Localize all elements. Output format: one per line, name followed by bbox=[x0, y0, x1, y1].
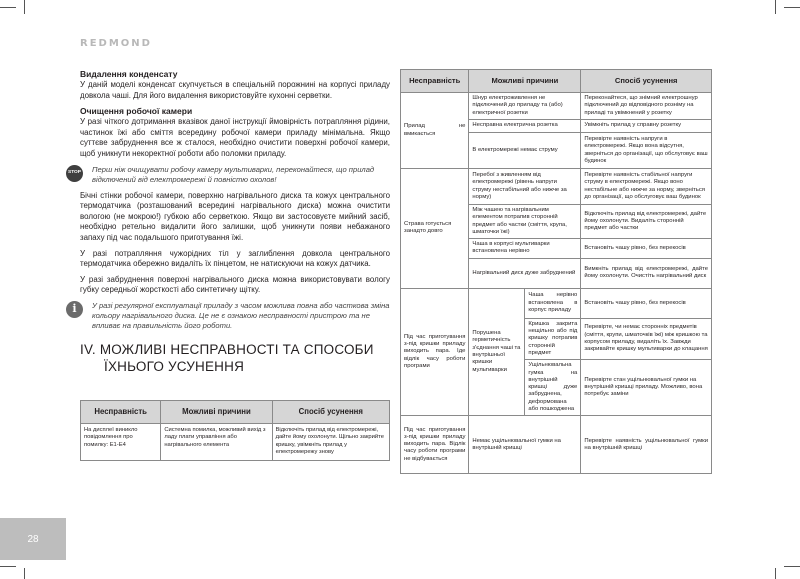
fault-cell: Під час приготування з-під кришки приладу виходить пара. Іде відлік часу роботи програми bbox=[401, 288, 469, 416]
paragraph: У даній моделі конденсат скупчується в спеціальній порожнині на корпусі приладу довкола чаші. Для його видалення використовуйте кухонні серветки. bbox=[80, 80, 390, 100]
cause-cell: Порушена герметичність з'єднання чаші та внутрішньої кришки мультиварки bbox=[469, 288, 525, 416]
heading-condensate: Видалення конденсату bbox=[80, 69, 178, 79]
cause-cell: Ущільнювальна гумка на внутрішній кришці дуже забруднена, деформована або пошкоджена bbox=[525, 360, 581, 416]
table-row bbox=[401, 416, 712, 474]
crop-mark bbox=[775, 568, 776, 579]
column-header: Несправність bbox=[401, 70, 469, 93]
heading-chamber-cleaning: Очищення робочої камери bbox=[80, 106, 193, 117]
paragraph: У разі потрапляння чужорідних тіл у заглиблення довкола центрального термодатчика обережно видаліть їх пінцетом, не натискуючи на кожух датчика. bbox=[80, 248, 390, 269]
cause-cell: Кришка закрита нещільно або під кришку потрапив сторонній предмет bbox=[525, 318, 581, 359]
column-header: Спосіб усунення bbox=[581, 70, 712, 93]
page-number: 28 bbox=[0, 518, 66, 560]
paragraph: Бічні стінки робочої камери, поверхню нагрівального диска та кожух центрального термодатчика (розташований всередині нагрівального диска) можна очистити вологою (не мокрою!) губкою або серветкою. Якщо ви застосовуєте мийний засіб, необхідно ретельно видалити його залишки, щоб уникнути появи небажаного запаху під час подальшого приготування їжі. bbox=[80, 190, 390, 242]
crop-mark bbox=[784, 7, 800, 8]
table-row bbox=[401, 288, 712, 318]
crop-mark bbox=[0, 566, 16, 567]
remedy-cell: Увімкніть прилад у справну розетку bbox=[581, 120, 712, 133]
cause-cell: Шнур електроживлення не підключений до приладу та (або) електричної розетки bbox=[469, 93, 581, 120]
fault-cell: Прилад не вмикається bbox=[401, 93, 469, 169]
cause-cell: Перебої з живленням від електромережі (рівень напруги струму нестабільний або нижче за норму) bbox=[469, 169, 581, 205]
cause-cell: Між чашею та нагрівальним елементом потрапив сторонній предмет або частки (сміття, крупа, шматочки їжі) bbox=[469, 205, 581, 239]
cause-cell: Немає ущільнювальної гумки на внутрішній кришці bbox=[469, 416, 581, 474]
paragraph: У разі забруднення поверхні нагрівального диска можна використовувати вологу губку середньої жорсткості або синтетичну щітку. bbox=[80, 274, 390, 295]
remedy-cell: Перевірте наявність ущільнювальної гумки на внутрішній кришці bbox=[581, 416, 712, 474]
brand-logo: REDMOND bbox=[80, 38, 152, 49]
remedy-cell: Встановіть чашу рівно, без перекосів bbox=[581, 239, 712, 259]
error-table bbox=[80, 400, 390, 461]
table-row bbox=[401, 93, 712, 120]
stop-icon: STOP bbox=[66, 165, 83, 182]
crop-mark bbox=[24, 0, 25, 14]
crop-mark bbox=[24, 568, 25, 579]
table-cell: Відключіть прилад від електромережі, дайте йому охолонути. Щільно закрийте кришку, увімкніть прилад у електромережу знову bbox=[272, 424, 389, 461]
remedy-cell: Переконайтеся, що знімний електрошнур підключений до відповідного розніму на приладі та увімкнений у розетку bbox=[581, 93, 712, 120]
table-row bbox=[81, 424, 390, 461]
section-title: IV. МОЖЛИВІ НЕСПРАВНОСТІ ТА СПОСОБИ ЇХНЬОГО УСУНЕННЯ bbox=[80, 341, 374, 374]
remedy-cell: Перевірте наявність напруги в електромережі. Якщо вона відсутня, зверніться до організації, що обслуговує ваш будинок bbox=[581, 133, 712, 169]
cause-cell: Нагрівальний диск дуже забруднений bbox=[469, 258, 581, 288]
table-cell: На дисплеї виникло повідомлення про помилку: E1-E4 bbox=[81, 424, 161, 461]
cause-cell: Чаша в корпусі мультиварки встановлена нерівно bbox=[469, 239, 581, 259]
table-cell: Системна помилка, можливий вихід з ладу плати управління або нагрівального елемента bbox=[161, 424, 272, 461]
stop-note-text: Перш ніж очищувати робочу камеру мультиварки, переконайтеся, що прилад відключений від електромережі й повністю охолов! bbox=[92, 164, 375, 184]
remedy-cell: Встановіть чашу рівно, без перекосів bbox=[581, 288, 712, 318]
troubleshooting-table bbox=[400, 69, 712, 474]
cause-cell: В електромережі немає струму bbox=[469, 133, 581, 169]
cause-cell: Чаша нерівно встановлена в корпус приладу bbox=[525, 288, 581, 318]
column-header: Несправність bbox=[81, 401, 161, 424]
crop-mark bbox=[775, 0, 776, 14]
column-header: Можливі причини bbox=[469, 70, 581, 93]
column-header: Можливі причини bbox=[161, 401, 272, 424]
remedy-cell: Перевірте наявність стабільної напруги струму в електромережі. Якщо воно нестабільне або нижче за норму, зверніться до організації, що обслуговує ваш будинок bbox=[581, 169, 712, 205]
left-column bbox=[68, 69, 390, 387]
remedy-cell: Відключіть прилад від електромережі, дайте йому охолонути. Видаліть сторонній предмет або частки bbox=[581, 205, 712, 239]
crop-mark bbox=[784, 566, 800, 567]
cause-cell: Несправна електрична розетка bbox=[469, 120, 581, 133]
info-note-text: У разі регулярної експлуатації приладу з часом можлива повна або часткова зміна кольору нагрівального диска. Це не є ознакою несправності пристрою та не впливає на правильність його роботи. bbox=[92, 300, 390, 330]
fault-cell: Під час приготування з-під кришки приладу виходить пара. Відлік часу роботи програми не відбувається bbox=[401, 416, 469, 474]
remedy-cell: Перевірте стан ущільнювальної гумки на внутрішній кришці приладу. Можливо, вона потребує заміни bbox=[581, 360, 712, 416]
paragraph: У разі чіткого дотримання вказівок даної інструкції ймовірність потрапляння рідини, частинок їжі або сміття всередину робочої камери приладу мінімальна. Якщо суттєве забруднення все ж сталося, необхідно очистити поверхні робочої камери, щоб уникнути некоректної роботи або поломки приладу. bbox=[80, 117, 390, 158]
table-row bbox=[401, 169, 712, 205]
info-icon: i bbox=[66, 301, 83, 318]
column-header: Спосіб усунення bbox=[272, 401, 389, 424]
remedy-cell: Перевірте, чи немає сторонніх предметів (сміття, крупи, шматочків їжі) між кришкою та корпусом приладу, видаліть їх. Завжди закривайте кришку мультиварки до клацання bbox=[581, 318, 712, 359]
fault-cell: Страва готується занадто довго bbox=[401, 169, 469, 289]
info-note bbox=[72, 300, 390, 331]
crop-mark bbox=[0, 7, 16, 8]
remedy-cell: Вимкніть прилад від електромережі, дайте йому охолонути. Очистіть нагрівальний диск bbox=[581, 258, 712, 288]
stop-note bbox=[68, 164, 390, 185]
